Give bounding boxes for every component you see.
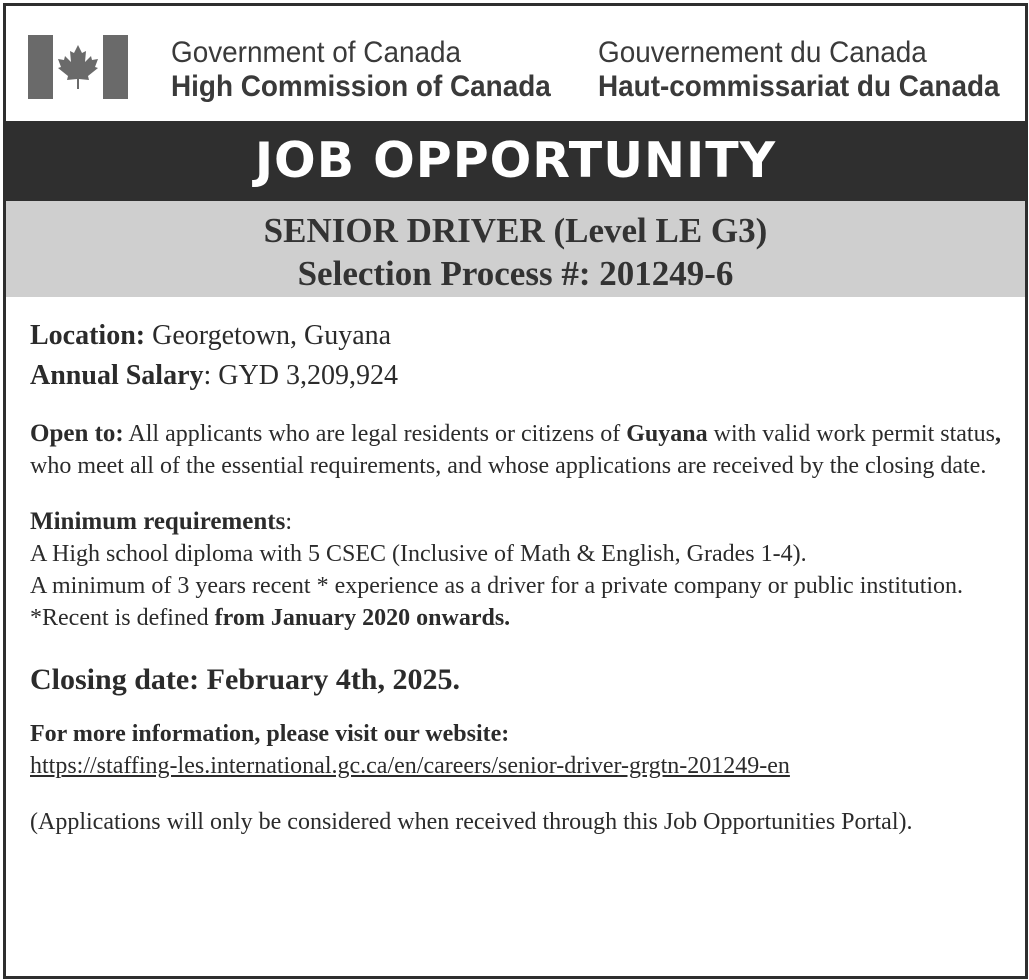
gov-name-english <box>171 36 551 104</box>
open-to-text: All applicants who are legal residents or citizens of <box>123 421 627 447</box>
salary-label: Annual Salary <box>30 360 204 391</box>
info-label-text: For more information, please visit our website: <box>30 721 510 747</box>
gov-fr-line1: Gouvernement du Canada <box>598 36 927 69</box>
job-details <box>30 316 1010 838</box>
website-link[interactable]: https://staffing-les.international.gc.ca/en/careers/senior-driver-grgtn-201249-en <box>30 753 790 779</box>
position-title: SENIOR DRIVER (Level LE G3) <box>263 211 768 250</box>
position-banner <box>6 201 1025 297</box>
requirement-experience <box>30 570 1010 634</box>
open-to-comma: , <box>994 421 1001 447</box>
open-to-paragraph <box>30 418 1010 482</box>
selection-process: Selection Process #: 201249-6 <box>297 254 734 293</box>
salary-line <box>30 356 1010 396</box>
requirements-heading <box>30 506 1010 538</box>
gov-en-line2: High Commission of Canada <box>171 70 551 103</box>
country: Guyana <box>626 421 708 447</box>
salary-value: : GYD 3,209,924 <box>203 360 398 391</box>
gov-fr-line2: Haut-commissariat du Canada <box>598 70 1000 103</box>
open-to-text-2: with valid work permit status <box>707 421 995 447</box>
header <box>6 6 1025 121</box>
info-label <box>30 718 1010 750</box>
requirements-label: Minimum requirements <box>30 508 286 535</box>
open-to-label: Open to: <box>30 420 124 447</box>
info-url-line <box>30 750 1010 782</box>
location-label: Location: <box>30 320 146 351</box>
requirement-recent-definition: from January 2020 onwards. <box>214 605 511 631</box>
application-note: (Applications will only be considered when received through this Job Opportunities Portal). <box>30 809 913 835</box>
requirement-diploma: A High school diploma with 5 CSEC (Inclusive of Math & English, Grades 1-4). <box>30 541 807 567</box>
location-line <box>30 316 1010 356</box>
gov-en-line1: Government of Canada <box>171 36 462 69</box>
gov-name-french <box>598 36 1000 104</box>
closing-date: Closing date: February 4th, 2025. <box>30 663 460 696</box>
job-opportunity-banner: JOB OPPORTUNITY <box>6 121 1025 201</box>
location-value: Georgetown, Guyana <box>145 320 392 351</box>
requirements-colon: : <box>285 509 292 535</box>
canada-flag-icon <box>28 35 128 99</box>
open-to-text-3: who meet all of the essential requirements, and whose applications are received by the closing date. <box>30 453 987 479</box>
requirement-experience-text: A minimum of 3 years recent * experience as a driver for a private company or public institution. *Recent is defined <box>30 573 964 631</box>
job-ad <box>3 3 1028 979</box>
